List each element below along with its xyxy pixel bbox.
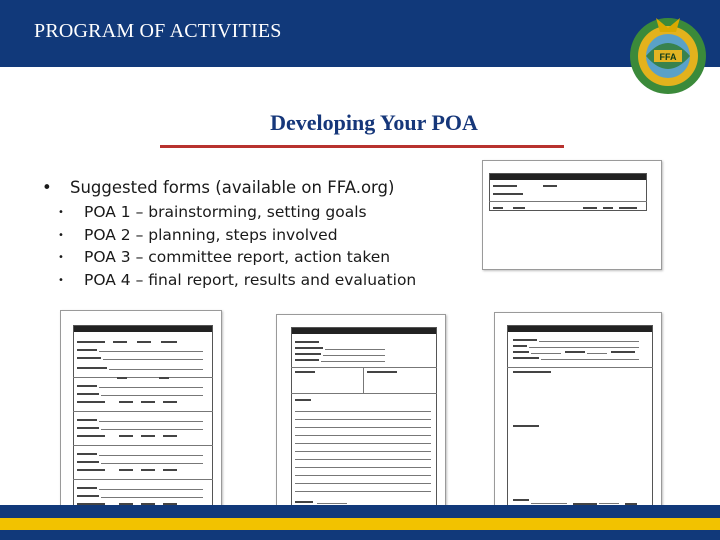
bullet-dot-icon: • [42, 178, 52, 197]
form-thumbnail-poa3 [276, 314, 446, 528]
form-thumbnail-poa1 [482, 160, 662, 270]
form-thumbnail-poa2 [60, 310, 222, 528]
bullet-dot-icon: • [58, 274, 64, 286]
bullet-dot-icon: • [58, 229, 64, 241]
list-item [58, 248, 416, 271]
list-item [58, 226, 416, 249]
bullet-dot-icon: • [58, 207, 64, 218]
form-thumbnail-poa4 [494, 312, 662, 528]
list-item [58, 203, 416, 226]
sub-bullet-list [58, 203, 416, 293]
footer-stripe [0, 518, 720, 530]
main-bullet [42, 178, 394, 197]
header-bar [0, 0, 720, 67]
page-title: PROGRAM OF ACTIVITIES [34, 20, 282, 42]
bullet-dot-icon: • [58, 252, 64, 263]
list-item-text: POA 1 – brainstorming, setting goals [84, 203, 367, 221]
list-item [58, 271, 416, 294]
ffa-emblem-icon [626, 10, 710, 100]
subtitle-divider [160, 145, 564, 148]
slide-subtitle: Developing Your POA [270, 110, 478, 135]
emblem-text: FFA [659, 52, 677, 62]
list-item-text: POA 4 – final report, results and evaluation [84, 270, 417, 289]
main-bullet-text: Suggested forms (available on FFA.org) [70, 178, 395, 197]
list-item-text: POA 2 – planning, steps involved [84, 225, 338, 244]
list-item-text: POA 3 – committee report, action taken [84, 248, 391, 266]
